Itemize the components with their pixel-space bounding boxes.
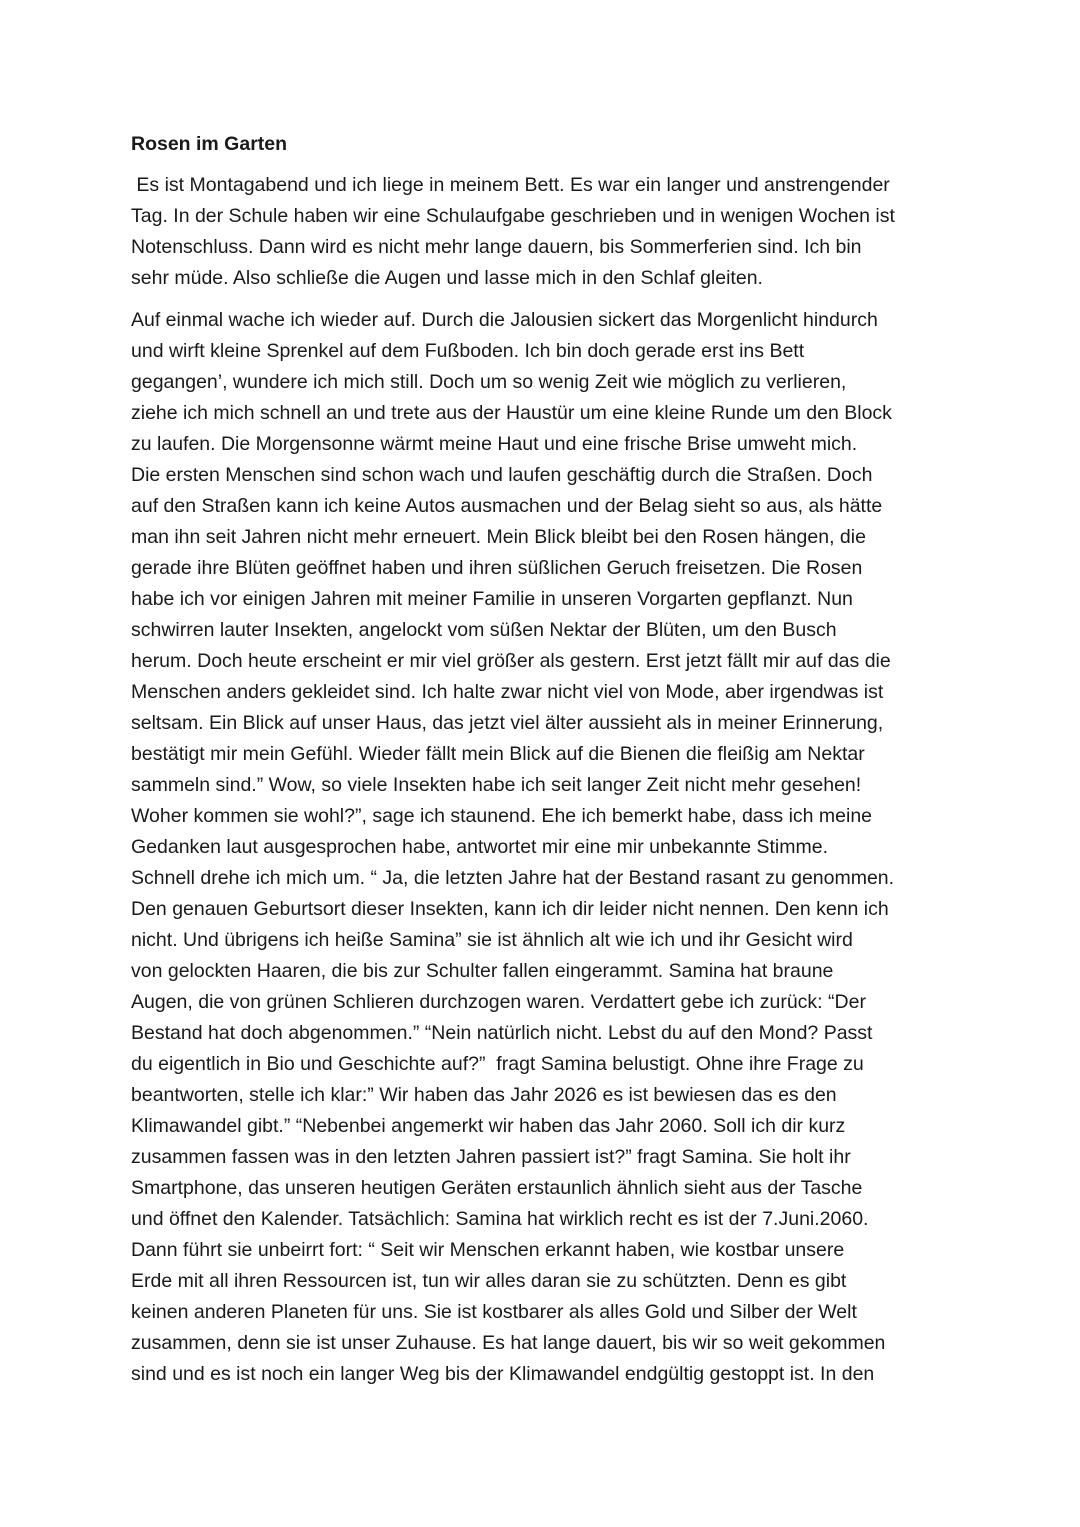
- text-line: zu laufen. Die Morgensonne wärmt meine Haut und eine frische Brise umweht mich.: [131, 433, 858, 455]
- text-line: Smartphone, das unseren heutigen Geräten erstaunlich ähnlich sieht aus der Tasche: [131, 1177, 863, 1199]
- text-line: du eigentlich in Bio und Geschichte auf?” fragt Samina belustigt. Ohne ihre Frage zu: [131, 1053, 864, 1075]
- text-line: habe ich vor einigen Jahren mit meiner Familie in unseren Vorgarten gepflanzt. Nun: [131, 588, 853, 610]
- paragraphs-container: [131, 170, 961, 1390]
- text-line: sammeln sind.” Wow, so viele Insekten habe ich seit langer Zeit nicht mehr gesehen!: [131, 774, 862, 796]
- text-line: Erde mit all ihren Ressourcen ist, tun wir alles daran sie zu schützten. Denn es gibt: [131, 1270, 847, 1292]
- document-body: [131, 129, 961, 1401]
- text-line: nicht. Und übrigens ich heiße Samina” sie ist ähnlich alt wie ich und ihr Gesicht wird: [131, 929, 853, 951]
- text-line: Woher kommen sie wohl?”, sage ich staunend. Ehe ich bemerkt habe, dass ich meine: [131, 805, 873, 827]
- text-line: zusammen fassen was in den letzten Jahren passiert ist?” fragt Samina. Sie holt ihr: [131, 1146, 851, 1168]
- paragraph: [131, 305, 961, 1390]
- text-line: Schnell drehe ich mich um. “ Ja, die letzten Jahre hat der Bestand rasant zu genommen.: [131, 867, 895, 889]
- text-line: ziehe ich mich schnell an und trete aus der Haustür um eine kleine Runde um den Block: [131, 402, 892, 424]
- text-line: seltsam. Ein Blick auf unser Haus, das jetzt viel älter aussieht als in meiner Erinnerung,: [131, 712, 884, 734]
- text-line: Bestand hat doch abgenommen.” “Nein natürlich nicht. Lebst du auf den Mond? Passt: [131, 1022, 873, 1044]
- text-line: Klimawandel gibt.” “Nebenbei angemerkt wir haben das Jahr 2060. Soll ich dir kurz: [131, 1115, 846, 1137]
- paragraph: [131, 170, 961, 294]
- text-line: Auf einmal wache ich wieder auf. Durch die Jalousien sickert das Morgenlicht hindurch: [131, 309, 878, 331]
- text-line: sehr müde. Also schließe die Augen und lasse mich in den Schlaf gleiten.: [131, 267, 763, 289]
- document-title: Rosen im Garten: [131, 133, 288, 155]
- text-line: man ihn seit Jahren nicht mehr erneuert. Mein Blick bleibt bei den Rosen hängen, die: [131, 526, 866, 548]
- text-line: herum. Doch heute erscheint er mir viel größer als gestern. Erst jetzt fällt mir auf das die: [131, 650, 891, 672]
- text-line: Augen, die von grünen Schlieren durchzogen waren. Verdattert gebe ich zurück: “Der: [131, 991, 866, 1013]
- text-line: beantworten, stelle ich klar:” Wir haben das Jahr 2026 es ist bewiesen das es den: [131, 1084, 837, 1106]
- text-line: Tag. In der Schule haben wir eine Schulaufgabe geschrieben und in wenigen Wochen ist: [131, 205, 895, 227]
- text-line: keinen anderen Planeten für uns. Sie ist kostbarer als alles Gold und Silber der Welt: [131, 1301, 857, 1323]
- text-line: Menschen anders gekleidet sind. Ich halte zwar nicht viel von Mode, aber irgendwas ist: [131, 681, 884, 703]
- text-line: gerade ihre Blüten geöffnet haben und ihren süßlichen Geruch freisetzen. Die Rosen: [131, 557, 863, 579]
- text-line: sind und es ist noch ein langer Weg bis der Klimawandel endgültig gestoppt ist. In den: [131, 1363, 875, 1385]
- text-line: Den genauen Geburtsort dieser Insekten, kann ich dir leider nicht nennen. Den kenn ich: [131, 898, 889, 920]
- text-line: zusammen, denn sie ist unser Zuhause. Es hat lange dauert, bis wir so weit gekommen: [131, 1332, 886, 1354]
- text-line: und wirft kleine Sprenkel auf dem Fußboden. Ich bin doch gerade erst ins Bett: [131, 340, 805, 362]
- text-line: Gedanken laut ausgesprochen habe, antwortet mir eine mir unbekannte Stimme.: [131, 836, 828, 858]
- text-line: und öffnet den Kalender. Tatsächlich: Samina hat wirklich recht es ist der 7.Juni.2060.: [131, 1208, 869, 1230]
- text-line: schwirren lauter Insekten, angelockt vom süßen Nektar der Blüten, um den Busch: [131, 619, 837, 641]
- text-line: Es ist Montagabend und ich liege in meinem Bett. Es war ein langer und anstrengender: [131, 174, 890, 196]
- text-line: gegangen’, wundere ich mich still. Doch um so wenig Zeit wie möglich zu verlieren,: [131, 371, 847, 393]
- text-line: auf den Straßen kann ich keine Autos ausmachen und der Belag sieht so aus, als hätte: [131, 495, 883, 517]
- text-line: von gelockten Haaren, die bis zur Schulter fallen eingerammt. Samina hat braune: [131, 960, 834, 982]
- text-line: bestätigt mir mein Gefühl. Wieder fällt mein Blick auf die Bienen die fleißig am Nektar: [131, 743, 865, 765]
- text-line: Dann führt sie unbeirrt fort: “ Seit wir Menschen erkannt haben, wie kostbar unsere: [131, 1239, 845, 1261]
- text-line: Die ersten Menschen sind schon wach und laufen geschäftig durch die Straßen. Doch: [131, 464, 873, 486]
- text-line: Notenschluss. Dann wird es nicht mehr lange dauern, bis Sommerferien sind. Ich bin: [131, 236, 862, 258]
